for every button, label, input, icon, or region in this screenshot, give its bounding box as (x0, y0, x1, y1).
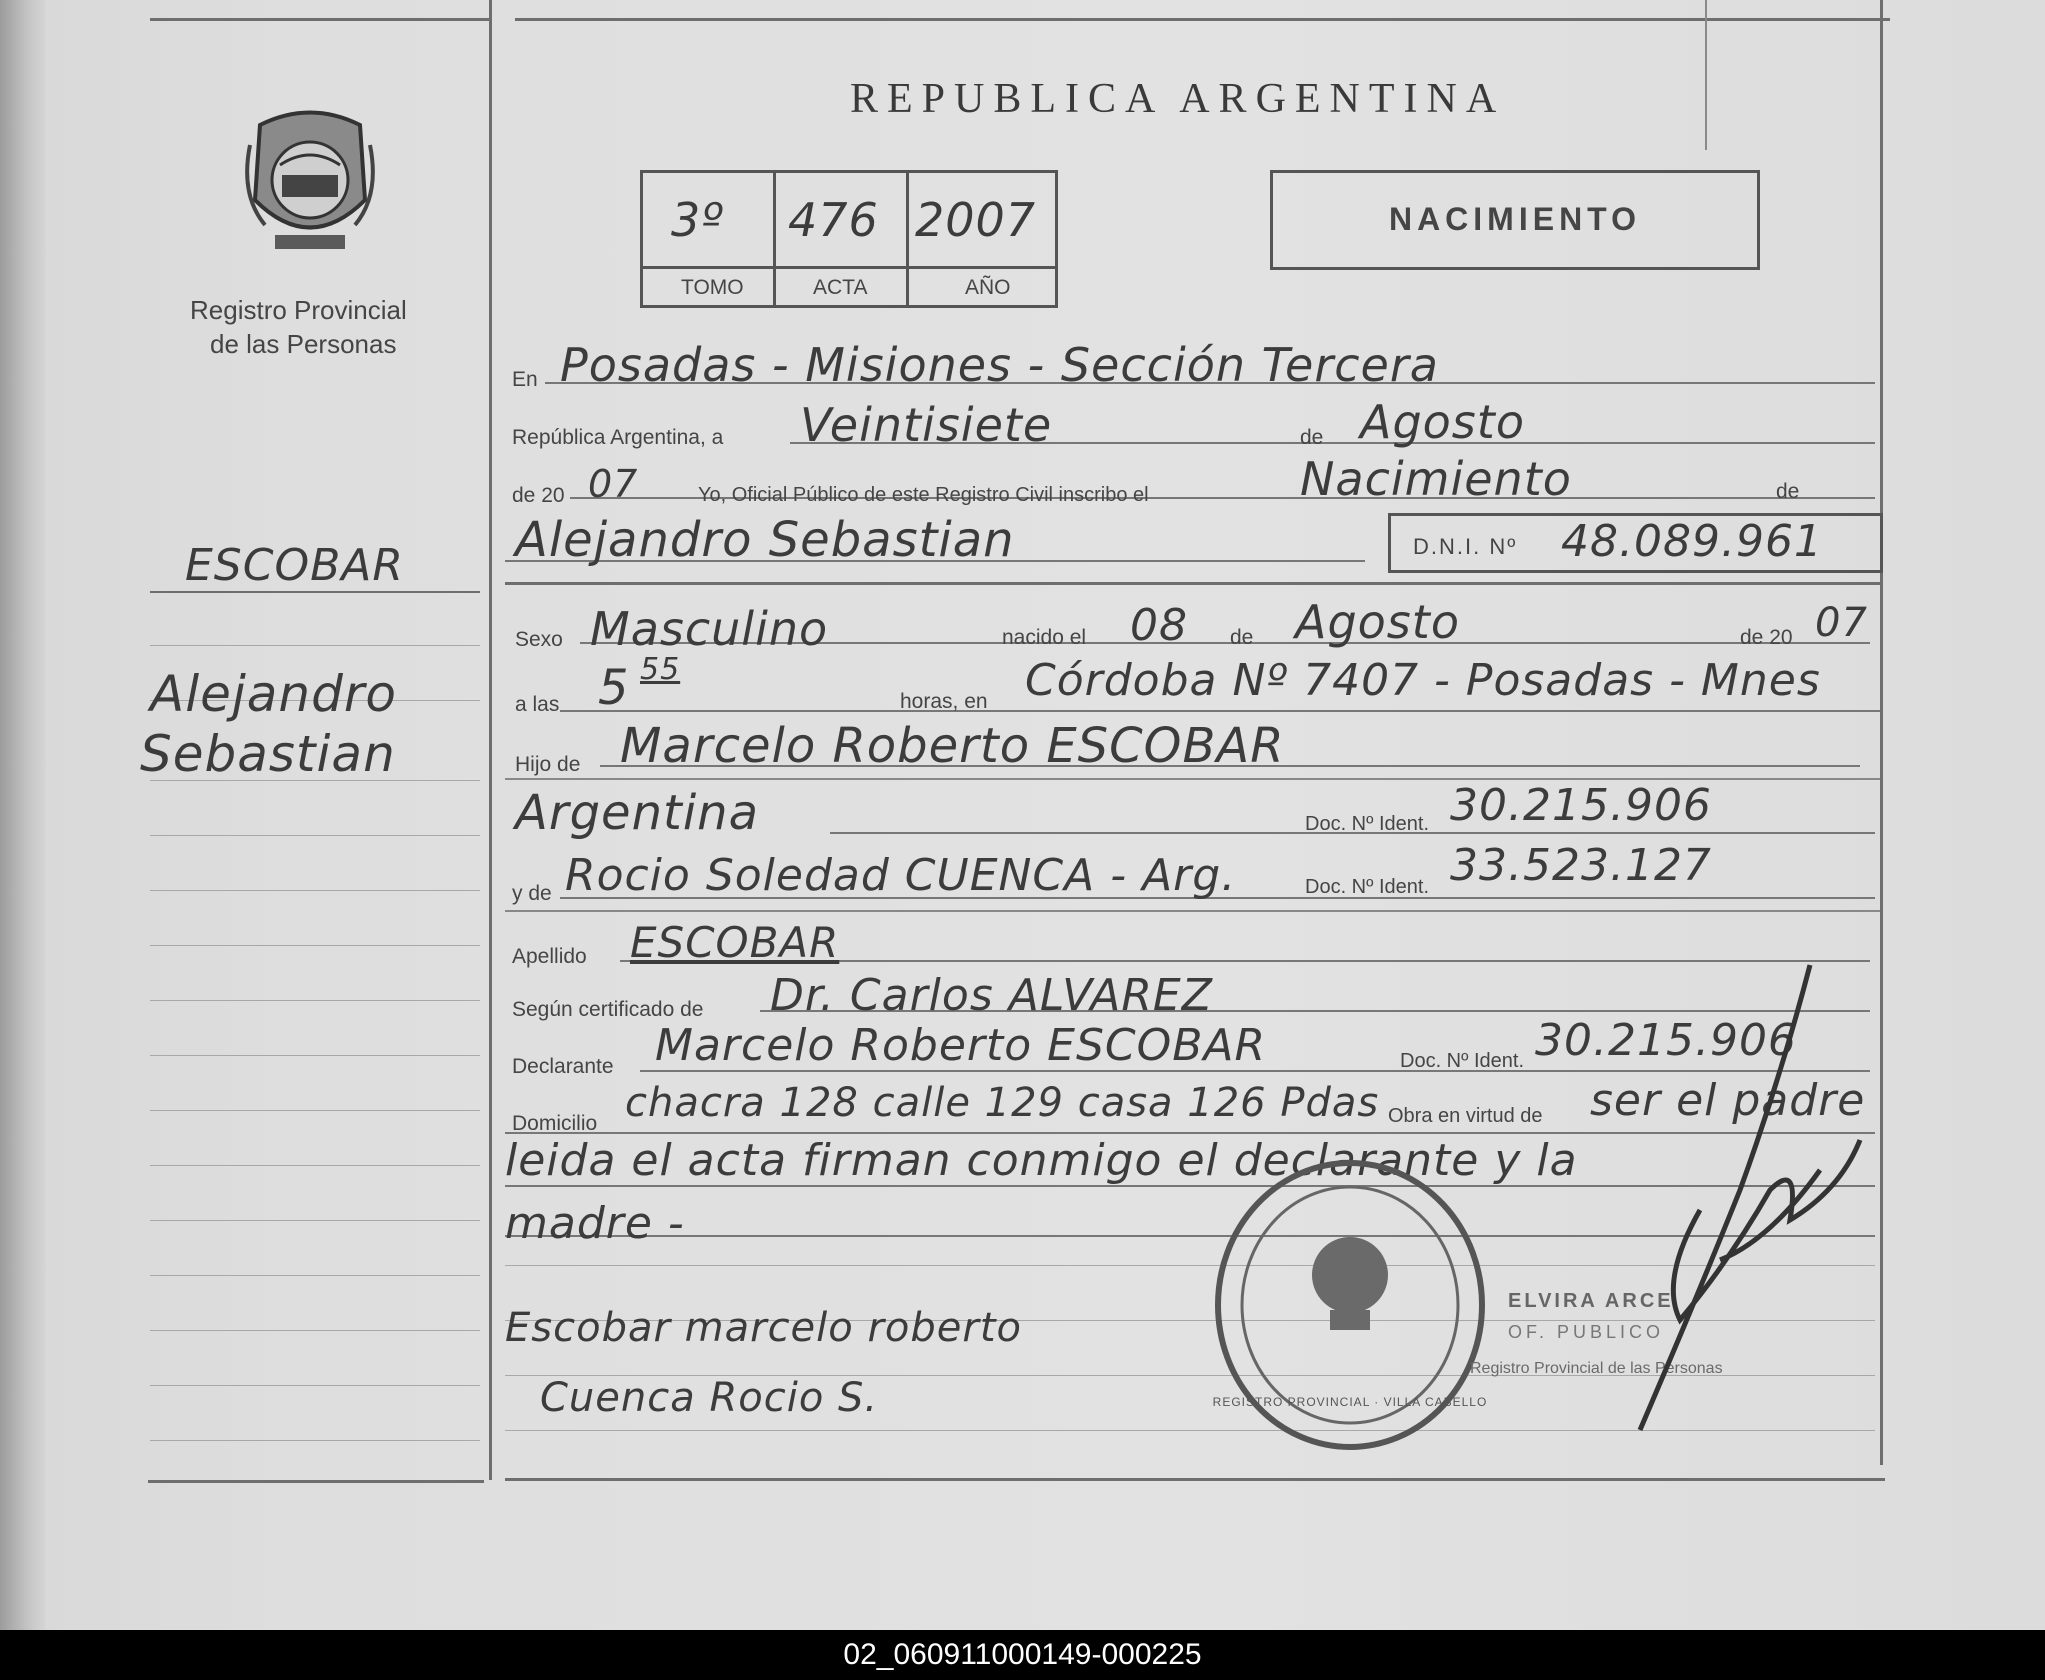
stamp-ring-text: REGISTRO PROVINCIAL · VILLA CABELLO (1212, 1395, 1488, 1409)
dni-box (1388, 513, 1883, 573)
father-value: Marcelo Roberto ESCOBAR (620, 718, 1285, 774)
margin-rule (150, 890, 480, 891)
day-value: Veintisiete (800, 398, 1053, 452)
apellido-label: Apellido (512, 945, 587, 968)
margin-rule (150, 1330, 480, 1331)
registry-name-line1: Registro Provincial (190, 295, 407, 325)
separator-rule (505, 582, 1880, 585)
sexo-label: Sexo (515, 628, 563, 651)
provincial-seal-icon (240, 105, 380, 265)
margin-rule (150, 1385, 480, 1386)
margin-rule (150, 1055, 480, 1056)
place-value: Córdoba Nº 7407 - Posadas - Mnes (1025, 655, 1821, 706)
de-label-2: de (1776, 480, 1800, 503)
acta-value: 476 (788, 193, 879, 247)
top-right-rule (515, 18, 1890, 21)
margin-surname-rule (150, 591, 480, 593)
hour-value: 5 (598, 660, 630, 716)
mother-value: Rocio Soledad CUENCA - Arg. (565, 850, 1237, 901)
top-left-rule (150, 18, 490, 21)
doc-ident-label-2: Doc. Nº Ident. (1305, 876, 1430, 898)
domicilio-value: chacra 128 calle 129 casa 126 Pdas (625, 1080, 1380, 1126)
margin-given-name-1: Alejandro (150, 665, 397, 723)
alas-label: a las (515, 693, 560, 716)
margin-rule (150, 1440, 480, 1441)
nacido-month: Agosto (1295, 595, 1460, 649)
yde-label: y de (512, 882, 552, 905)
nacido-year-suffix: 07 (1815, 600, 1868, 646)
oficial-label: Yo, Oficial Público de este Registro Civil inscribo el (698, 484, 1149, 506)
margin-rule (150, 1110, 480, 1111)
year-suffix-value: 07 (588, 462, 639, 506)
name-value: Alejandro Sebastian (515, 512, 1015, 568)
margin-given-name-2: Sebastian (140, 725, 396, 783)
bottom-left-rule (148, 1480, 484, 1483)
de-label-3: de (1230, 626, 1254, 649)
tomo-label: TOMO (681, 276, 744, 299)
acta-table (640, 170, 1058, 308)
declarante-value: Marcelo Roberto ESCOBAR (655, 1020, 1267, 1071)
column-divider (489, 0, 492, 1480)
country-title: REPUBLICA ARGENTINA (850, 76, 1506, 122)
nacido-label: nacido el (1002, 626, 1087, 649)
act-value: Nacimiento (1300, 452, 1572, 506)
father-doc: 30.215.906 (1450, 780, 1712, 831)
acta-label: ACTA (813, 276, 868, 299)
margin-rule (150, 1275, 480, 1276)
ano-value: 2007 (915, 193, 1037, 247)
obra-value: ser el padre (1590, 1075, 1866, 1126)
margin-rule (150, 945, 480, 946)
margin-surname: ESCOBAR (185, 540, 404, 591)
official-name-line1: ELVIRA ARCE (1508, 1290, 1674, 1312)
de-label: de (1300, 426, 1324, 449)
segun-label: Según certificado de (512, 998, 704, 1021)
ano-label: AÑO (965, 276, 1011, 299)
signature-declarante: Escobar marcelo roberto (505, 1305, 1022, 1351)
dni-label: D.N.I. Nº (1413, 534, 1518, 559)
horas-label: horas, en (900, 690, 988, 713)
official-name-line2: OF. PUBLICO (1508, 1322, 1665, 1342)
signature-madre: Cuenca Rocio S. (540, 1375, 879, 1421)
margin-rule (150, 1165, 480, 1166)
mother-doc: 33.523.127 (1450, 840, 1712, 891)
en-label: En (512, 368, 538, 391)
tomo-value: 3º (671, 193, 724, 247)
apellido-value: ESCOBAR (630, 918, 840, 967)
margin-rule (150, 645, 480, 646)
republica-label: República Argentina, a (512, 426, 724, 449)
mother-separator (505, 910, 1880, 912)
official-round-stamp (1210, 1155, 1490, 1455)
official-name-line3: Registro Provincial de las Personas (1470, 1360, 1723, 1377)
registry-name-line2: de las Personas (210, 329, 397, 359)
doc-ident-label-3: Doc. Nº Ident. (1400, 1050, 1525, 1072)
hijo-label: Hijo de (515, 753, 581, 776)
obra-label: Obra en virtud de (1388, 1105, 1543, 1127)
fold-mark (1705, 0, 1707, 150)
declarante-doc: 30.215.906 (1535, 1015, 1797, 1066)
right-border (1880, 0, 1883, 1465)
margin-rule (150, 835, 480, 836)
nacido-day: 08 (1130, 600, 1188, 651)
en-value: Posadas - Misiones - Sección Tercera (560, 338, 1439, 392)
sexo-value: Masculino (590, 602, 829, 656)
doc-ident-label: Doc. Nº Ident. (1305, 813, 1430, 835)
dni-value: 48.089.961 (1561, 516, 1823, 567)
line2-value: leida el acta firman conmigo el declarante y la (505, 1135, 1578, 1186)
de20-label: de 20 (1740, 626, 1793, 649)
minutes-value: 55 (640, 652, 681, 687)
margin-rule (150, 1000, 480, 1001)
declarante-label: Declarante (512, 1055, 614, 1078)
record-type-label: NACIMIENTO (1388, 201, 1642, 237)
record-type-box (1270, 170, 1760, 270)
official-signature-scribble (1540, 960, 1880, 1480)
domicilio-label: Domicilio (512, 1112, 598, 1135)
line3-value: madre - (505, 1198, 685, 1249)
year-prefix-label: de 20 (512, 484, 565, 507)
margin-rule (150, 1220, 480, 1221)
image-id-footer: 02_060911000149-000225 (0, 1630, 2045, 1680)
certificado-value: Dr. Carlos ALVAREZ (770, 970, 1213, 1021)
line-hora (560, 710, 1880, 712)
month-value: Agosto (1360, 395, 1525, 449)
father-nationality: Argentina (515, 785, 759, 841)
